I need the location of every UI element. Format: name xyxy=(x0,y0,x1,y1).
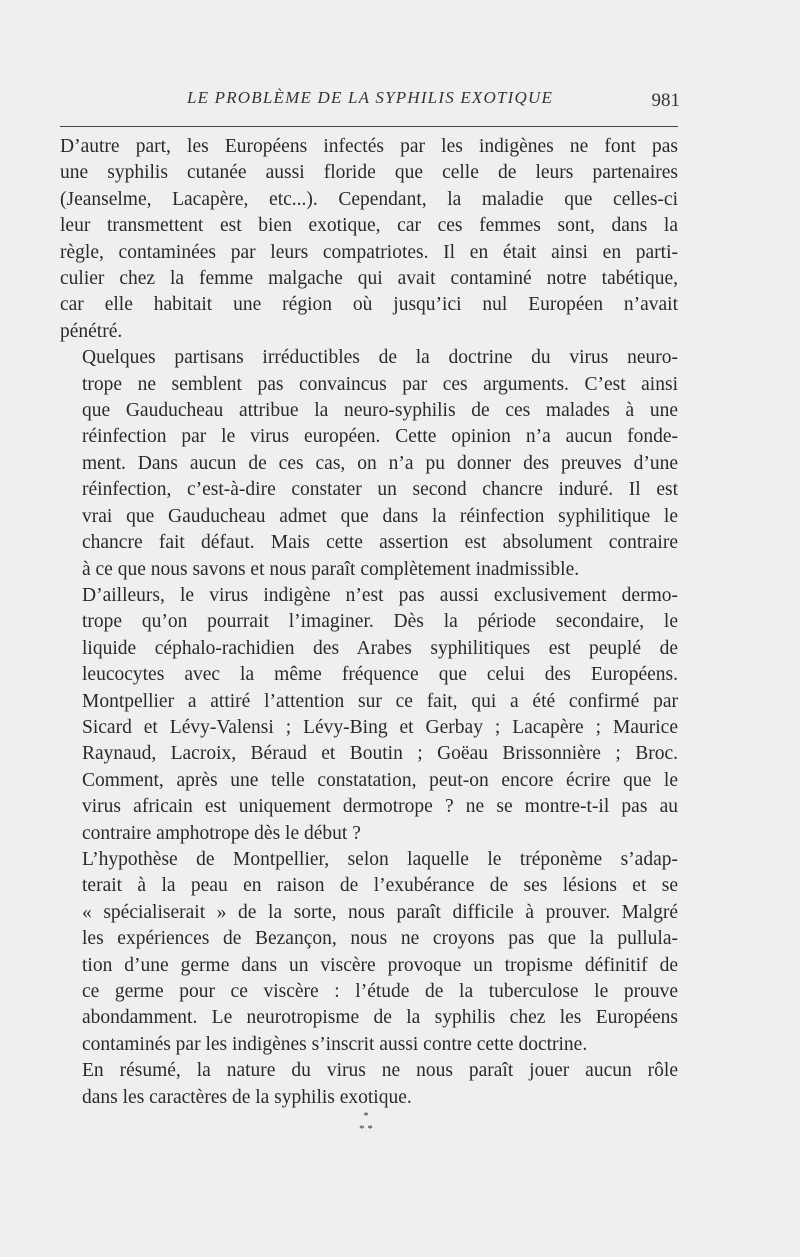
text-line: L’hypothèse de Montpellier, selon laquelle le tréponème s’adap- xyxy=(82,848,678,870)
text-line: leur transmettent est bien exotique, car ces femmes sont, dans la xyxy=(60,215,678,237)
header-rule xyxy=(60,126,678,127)
text-line: Quelques partisans irréductibles de la doctrine du virus neuro- xyxy=(82,347,678,369)
text-line: contaminés par les indigènes s’inscrit aussi contre cette doctrine. xyxy=(82,1033,588,1055)
text-line: tion d’une germe dans un viscère provoque un tropisme définitif de xyxy=(82,954,678,976)
text-line: pénétré. xyxy=(60,320,123,342)
paragraph xyxy=(60,847,678,1058)
text-line: chancre fait défaut. Mais cette assertion est absolument contraire xyxy=(82,532,678,554)
text-line: réinfection, c’est-à-dire constater un second chancre induré. Il est xyxy=(82,479,678,501)
paragraph xyxy=(60,345,678,583)
text-line: Comment, après une telle constatation, peut-on encore écrire que le xyxy=(82,769,678,791)
text-line: culier chez la femme malgache qui avait contaminé notre tabétique, xyxy=(60,268,678,290)
text-line: que Gauducheau attribue la neuro-syphilis de ces malades à une xyxy=(82,400,678,422)
paragraph xyxy=(60,134,678,345)
text-line: (Jeanselme, Lacapère, etc...). Cependant, la maladie que celles-ci xyxy=(60,188,678,210)
page-number: 981 xyxy=(651,90,680,111)
text-line: « spécialiserait » de la sorte, nous paraît difficile à prouver. Malgré xyxy=(82,901,678,923)
text-line: abondamment. Le neurotropisme de la syphilis chez les Européens xyxy=(82,1007,678,1029)
text-line: D’ailleurs, le virus indigène n’est pas aussi exclusivement dermo- xyxy=(82,584,678,606)
text-line: terait à la peau en raison de l’exubérance de ses lésions et se xyxy=(82,875,678,897)
page-header xyxy=(60,88,680,118)
text-line: leucocytes avec la même fréquence que celui des Européens. xyxy=(82,664,678,686)
body-text xyxy=(60,134,678,1111)
paragraph xyxy=(60,583,678,847)
text-line: dans les caractères de la syphilis exotique. xyxy=(82,1086,412,1108)
ornament-stars-bottom: * * xyxy=(359,1123,373,1135)
text-line: réinfection par le virus européen. Cette opinion n’a aucun fonde- xyxy=(82,426,678,448)
text-line: à ce que nous savons et nous paraît complètement inadmissible. xyxy=(82,558,580,580)
text-line: ment. Dans aucun de ces cas, on n’a pu donner des preuves d’une xyxy=(82,452,678,474)
text-line: trope ne semblent pas convaincus par ces arguments. C’est ainsi xyxy=(82,373,678,395)
ornament-star-top: * xyxy=(363,1110,369,1122)
text-line: D’autre part, les Européens infectés par les indigènes ne font pas xyxy=(60,136,678,157)
text-line: liquide céphalo-rachidien des Arabes syphilitiques est peuplé de xyxy=(82,637,678,659)
text-line: vrai que Gauducheau admet que dans la réinfection syphilitique le xyxy=(82,505,678,527)
text-line: une syphilis cutanée aussi floride que celle de leurs partenaires xyxy=(60,162,678,184)
text-line: contraire amphotrope dès le début ? xyxy=(82,822,361,844)
text-line: Raynaud, Lacroix, Béraud et Boutin ; Goëau Brissonnière ; Broc. xyxy=(82,743,678,765)
text-line: virus africain est uniquement dermotrope ? ne se montre-t-il pas au xyxy=(82,796,678,818)
section-ornament xyxy=(336,1110,396,1136)
text-line: règle, contaminées par leurs compatriotes. Il en était ainsi en parti- xyxy=(60,241,678,263)
running-head: LE PROBLÈME DE LA SYPHILIS EXOTIQUE xyxy=(186,88,554,107)
text-line: car elle habitait une région où jusqu’ici nul Européen n’avait xyxy=(60,294,678,316)
text-line: Sicard et Lévy-Valensi ; Lévy-Bing et Gerbay ; Lacapère ; Maurice xyxy=(82,716,678,738)
text-line: En résumé, la nature du virus ne nous paraît jouer aucun rôle xyxy=(82,1060,678,1082)
text-line: trope qu’on pourrait l’imaginer. Dès la période secondaire, le xyxy=(82,611,678,633)
text-line: Montpellier a attiré l’attention sur ce fait, qui a été confirmé par xyxy=(82,690,678,712)
paragraph xyxy=(60,1058,678,1111)
text-line: les expériences de Bezançon, nous ne croyons pas que la pullula- xyxy=(82,928,678,950)
text-line: ce germe pour ce viscère : l’étude de la tuberculose le prouve xyxy=(82,981,678,1002)
